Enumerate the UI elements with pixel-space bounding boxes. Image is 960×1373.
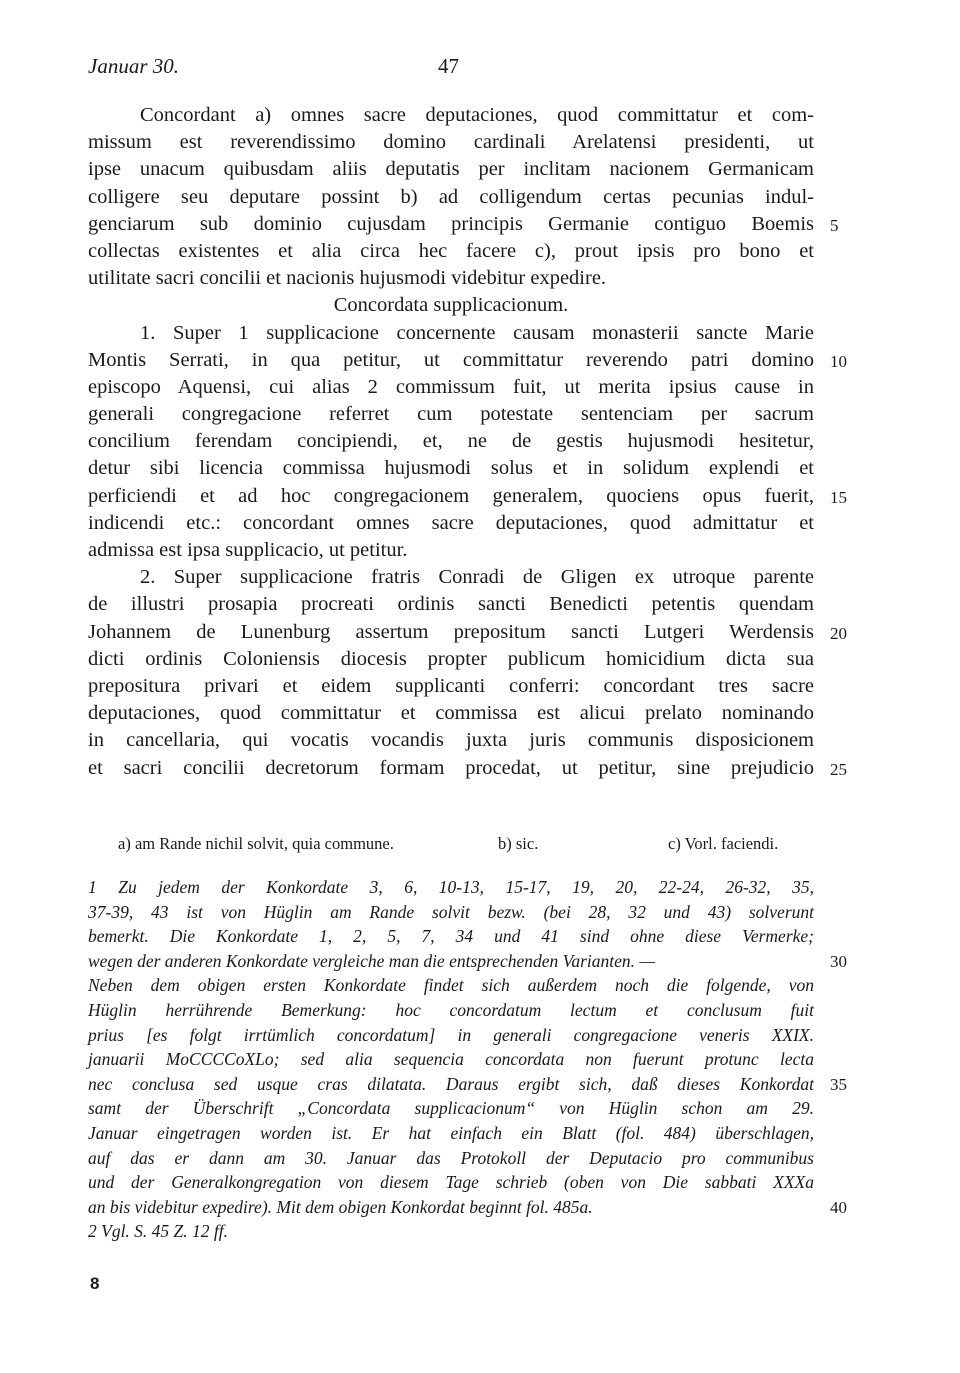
text-line: Johannem de Lunenburg assertum prepositum sancti Lutgeri Werdensis <box>88 620 814 643</box>
footnote-line: samt der Überschrift „Concordata supplicacionum“ von Hüglin schon am 29. <box>88 1098 814 1119</box>
text-line: colligere seu deputare possint b) ad colligendum certas pecunias indul- <box>88 185 814 208</box>
footnote-line: prius [es folgt irrtümlich concordatum] in generali congregacione veneris XXIX. <box>88 1024 814 1045</box>
line-number: 25 <box>830 759 847 779</box>
footnote-line: an bis videbitur expedire). Mit dem obigen Konkordat beginnt fol. 485a. <box>88 1196 593 1217</box>
line-number: 10 <box>830 351 847 371</box>
line-number: 15 <box>830 487 847 507</box>
text-line: admissa est ipsa supplicacio, ut petitur. <box>88 539 408 561</box>
footnote-line: januarii MoCCCCoXLo; sed alia sequencia concordata non fuerunt protunc lecta <box>88 1049 814 1070</box>
footnote-line-number: 30 <box>830 951 847 971</box>
text-line: deputaciones, quod committatur et commissa est alicui prelato nominando <box>88 702 814 725</box>
text-line: missum est reverendissimo domino cardinali Arelatensi presidenti, ut <box>88 131 814 154</box>
footnote-line: Hüglin herrührende Bemerkung: hoc concordatum lectum et conclusum fuit <box>88 999 814 1020</box>
line-number: 5 <box>830 215 839 235</box>
text-line: Montis Serrati, in qua petitur, ut committatur reverendo patri domino <box>88 348 814 371</box>
footnote-line: bemerkt. Die Konkordate 1, 2, 5, 7, 34 und 41 sind ohne diese Vermerke; <box>88 926 814 947</box>
footnotes <box>88 875 814 1244</box>
text-line: et sacri concilii decretorum formam procedat, ut petitur, sine prejudicio <box>88 756 814 779</box>
footnote-line-number: 35 <box>830 1074 847 1094</box>
text-line: Concordata supplicacionum. <box>333 294 569 317</box>
text-line: prepositura privari et eidem supplicanti conferri: concordant tres sacre <box>88 674 814 697</box>
footnote-line: 37-39, 43 ist von Hüglin am Rande solvit bezw. (bei 28, 32 und 43) solverunt <box>88 901 814 922</box>
note-a: a) am Rande nichil solvit, quia commune. <box>118 834 394 853</box>
running-head: Januar 30. <box>88 54 179 78</box>
text-line: episcopo Aquensi, cui alias 2 commissum fuit, ut merita ipsius cause in <box>88 375 814 398</box>
text-line: de illustri prosapia procreati ordinis sancti Benedicti petentis quendam <box>88 593 814 616</box>
footnote-line: Neben dem obigen ersten Konkordate findet sich außerdem noch die folgende, von <box>88 975 814 996</box>
text-line: ipse unacum quibusdam aliis deputatis per inclitam nacionem Germanicam <box>88 158 814 181</box>
note-c: c) Vorl. faciendi. <box>668 834 779 853</box>
footnote-line: Januar eingetragen worden ist. Er hat einfach ein Blatt (fol. 484) überschlagen, <box>88 1122 814 1143</box>
text-line: concilium ferendam concipiendi, et, ne de gestis hujusmodi hesitetur, <box>88 430 814 453</box>
footnote-line-number: 40 <box>830 1197 847 1217</box>
text-line: utilitate sacri concilii et nacionis hujusmodi videbitur expedire. <box>88 267 607 290</box>
main-text <box>88 102 814 782</box>
text-line: genciarum sub dominio cujusdam principis Germanie contiguo Boemis <box>88 212 814 235</box>
page-number: 47 <box>438 54 459 78</box>
footnote-line: nec conclusa sed usque cras dilatata. Daraus ergibt sich, daß dieses Konkordat <box>88 1073 814 1094</box>
text-line: generali congregacione referret cum potestate sentenciam per sacrum <box>88 403 814 426</box>
printer-signature: 8 <box>90 1274 100 1293</box>
footnote-line: und der Generalkongregation von diesem Tage schrieb (oben von Die sabbati XXXa <box>88 1172 814 1193</box>
text-line: indicendi etc.: concordant omnes sacre deputaciones, quod admittatur et <box>88 511 814 534</box>
text-line: perficiendi et ad hoc congregacionem generalem, quociens opus fuerit, <box>88 484 814 507</box>
text-line: detur sibi licencia commissa hujusmodi solus et in solidum explendi et <box>88 457 814 480</box>
footnote-line: wegen der anderen Konkordate vergleiche man die entsprechenden Varianten. — <box>88 950 655 971</box>
text-line: collectas existentes et alia circa hec facere c), prout ipsis pro bono et <box>88 239 814 262</box>
footnote-line: 2 Vgl. S. 45 Z. 12 ff. <box>88 1221 229 1242</box>
footnote-line: 1 Zu jedem der Konkordate 3, 6, 10-13, 15-17, 19, 20, 22-24, 26-32, 35, <box>88 877 814 897</box>
text-line: Concordant a) omnes sacre deputaciones, quod committatur et com- <box>140 104 814 126</box>
line-number: 20 <box>830 623 847 643</box>
text-line: 1. Super 1 supplicacione concernente causam monasterii sancte Marie <box>140 321 814 344</box>
text-line: dicti ordinis Coloniensis diocesis propter publicum homicidium dicta sua <box>88 647 814 670</box>
footnote-line: auf das er dann am 30. Januar das Protokoll der Deputacio pro communibus <box>88 1147 814 1168</box>
note-b: b) sic. <box>498 834 539 853</box>
text-line: 2. Super supplicacione fratris Conradi de Gligen ex utroque parente <box>140 566 814 589</box>
text-line: in cancellaria, qui vocatis vocandis juxta juris communis disposicionem <box>88 729 814 752</box>
